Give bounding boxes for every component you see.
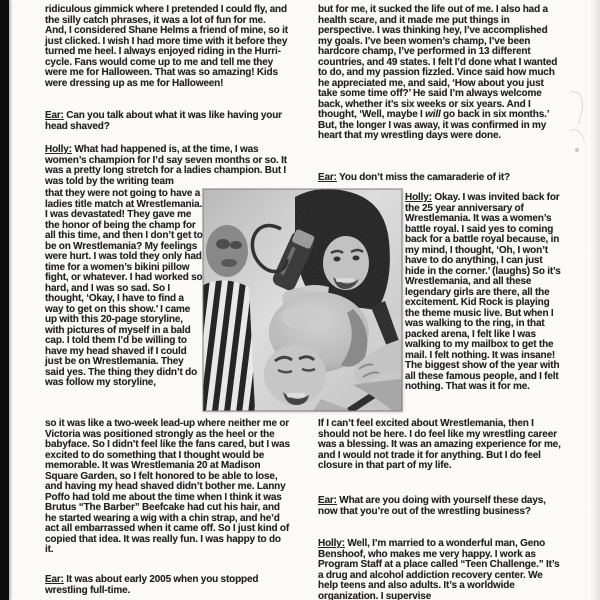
speaker-label-ear: Ear: <box>318 495 337 506</box>
answer-paragraph <box>45 145 289 187</box>
answer-text: that they were not going to have a ladies title match at Wrestlemania. I was devastated! They gave me the honor of being the champ for all this time, and then I don’t get to be on Wrestlemania? My feelings were hurt. I was told they only had time for a women’s bikini pillow fight, or whatever. I had worked so hard, and I was so sad. So I thought, ‘Okay, I have to find a way to get on this show.’ I came up with this 20-page storyline, with pictures of myself in a bald cap. I told them I’d be willing to have my head shaved if I could just be on Wrestlemania. They said yes. The thing they didn’t do was follow my storyline, <box>45 188 203 388</box>
answer-paragraph <box>318 539 564 600</box>
answer-text: What had happened is, at the time, I was women’s champion for I’d say seven months or so. It was a pretty long stretch for a ladies champion. But I was told by the writing team <box>45 144 287 187</box>
answer-text: Okay. I was invited back for the 25 year anniversary of Wrestlemania. It was a women’s battle royal. I said yes to coming back for a battle royal because, in my mind, I thought, ‘Oh, I won’t have to do anything, I can just hide in the corner.’ (laughs) So it’s Wrestlemania, and all these legendary girls are there, all the excitement. Kid Rock is playing the theme music live. But when I was walking to the ring, in that packed arena, I felt like I was walking to my mailbox to get the mail. I felt nothing. It was insane! The biggest show of the year with all these famous people, and I felt nothing. That was it for me. <box>405 192 561 392</box>
answer-paragraph-continuation <box>45 419 291 556</box>
photo-illustration <box>203 189 402 411</box>
answer-text: Well, I’m married to a wonderful man, Geno Benshoof, who makes me very happy. I work as Program Staff at a place called “Teen Challenge.” It’s a drug and alcohol addiction recovery center. We help teens and also adults. It’s a worldwide organization. I supervise <box>318 538 560 600</box>
speaker-label-holly: Holly: <box>318 538 345 549</box>
answer-text: but for me, it sucked the life out of me. I also had a health scare, and it made me put things in perspective. I was thinking hey, I’ve accomplished my goals. I’ve been women’s champ, I’ve been hardcore champ, I’ve performed in 13 different countries, and 49 states. I felt I’d done what I wanted to do, and my passion fizzled. Vince said how much he appreciated me, and said, ‘How about you just take some time off?’ He said I’m always welcome back, whether it’s six weeks or six years. And I thought, ‘Well, maybe I <box>318 4 558 120</box>
question-text: You don’t miss the camaraderie of it? <box>336 172 510 183</box>
question-paragraph <box>318 173 560 184</box>
emphasized-word: will <box>425 109 441 120</box>
paper-speck <box>575 148 579 152</box>
answer-text: If I can’t feel excited about Wrestlemania, then I should not be here. I do feel like my wrestling career was a blessing. It was an amazing experience for me, and I would not trade it for anything. But I do feel closure in that part of my life. <box>318 418 561 471</box>
question-paragraph <box>318 496 562 517</box>
question-paragraph <box>45 575 291 596</box>
question-text: It was about early 2005 when you stopped wrestling full-time. <box>45 574 259 596</box>
right-paragraph-continuation <box>318 5 560 142</box>
photo-grain-overlay <box>203 189 402 411</box>
left-paragraph-continuation <box>45 5 289 89</box>
answer-paragraph-wrapped-beside-photo <box>405 193 562 393</box>
paper-wrinkle-mark <box>569 127 585 147</box>
answer-paragraph-wrapped-beside-photo <box>45 189 203 389</box>
speaker-label-ear: Ear: <box>45 574 64 585</box>
scan-gutter-bar <box>0 0 9 600</box>
speaker-label-ear: Ear: <box>45 110 64 121</box>
answer-text: go back in six months.’ But, the longer I was away, it was confirmed in my heart that my wrestling days were done. <box>318 109 549 141</box>
question-text: Can you talk about what it was like having your head shaved? <box>45 110 282 132</box>
scan-edge-shading <box>590 0 600 600</box>
answer-text: so it was like a two-week lead-up where neither me or Victoria was positioned strongly as the heel or the babyface. So I didn’t feel like the fans cared, but I was excited to do something that I thought would be memorable. It was Wrestlemania 20 at Madison Square Garden, so I felt honored to be able to lose, and having my head shaved didn’t bother me. Lanny Poffo had told me about the time when I think it was Brutus “The Barber” Beefcake had cut his hair, and he started wearing a wig with a chin strap, and he’d act all embarrassed when it came off. So I just kind of copied that idea. It was really fun. I was happy to do it. <box>45 418 290 555</box>
speaker-label-holly: Holly: <box>45 144 72 155</box>
question-paragraph <box>45 111 289 132</box>
head-shaving-photo <box>203 189 402 411</box>
question-text: What are you doing with yourself these days, now that you’re out of the wrestling business? <box>318 495 546 517</box>
paragraph-text: ridiculous gimmick where I pretended I could fly, and the silly catch phrases, it was a lot of fun for me. And, I considered Shane Helms a friend of mine, so it just clicked. I wish I had more time with it before they turned me heel. I always enjoyed riding in the Hurri-cycle. Fans would come up to me and tell me they were me for Halloween. That was so amazing! Kids were dressing up as me for Halloween! <box>45 4 288 89</box>
paper-wrinkle-mark <box>563 90 587 124</box>
speaker-label-ear: Ear: <box>318 172 337 183</box>
speaker-label-holly: Holly: <box>405 192 432 203</box>
answer-paragraph-continuation <box>318 419 562 472</box>
